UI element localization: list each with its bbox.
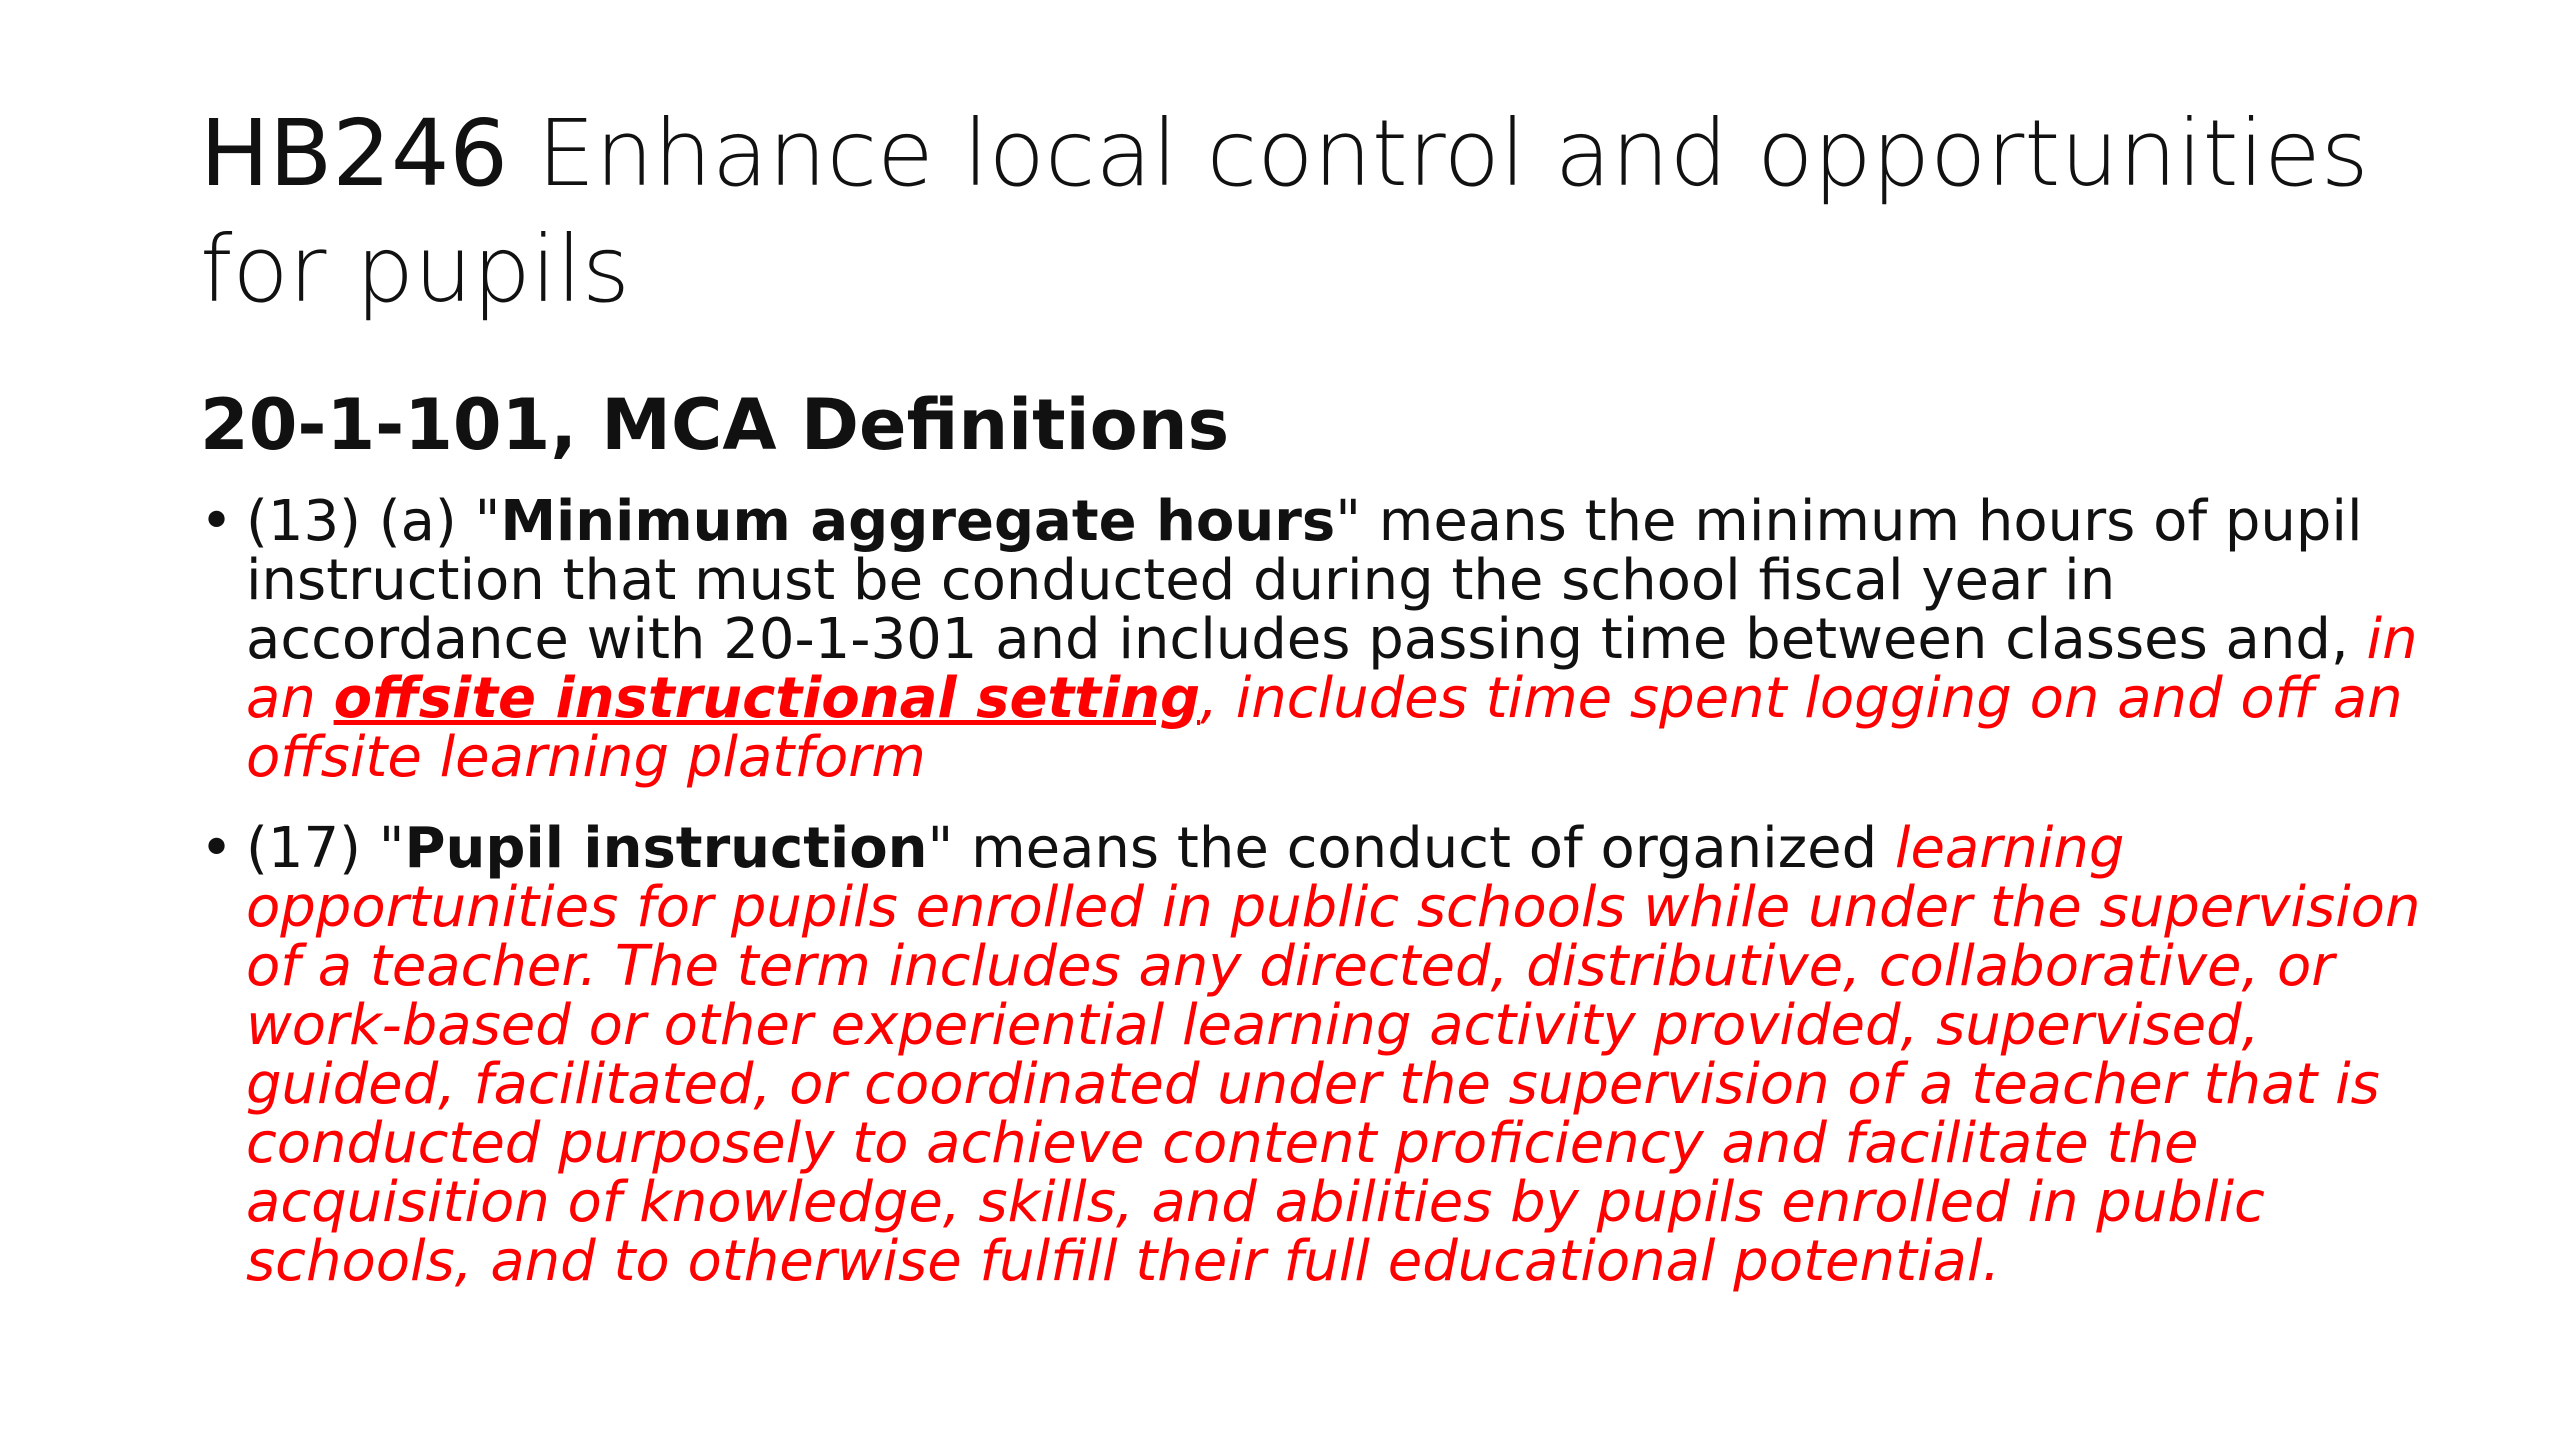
definition-term: Pupil instruction bbox=[404, 816, 928, 881]
definition-body: " means the conduct of organized bbox=[927, 816, 1895, 881]
slide-title bbox=[200, 96, 2460, 328]
added-text: learning opportunities for pupils enrolled in public schools while under the supervision of a teacher. The term includes any directed, distributive, collaborative, or work-based or other experiential learning activity provided, supervised, guided, facilitated, or coordinated under the supervision of a teacher that is conducted purposely to achieve content proficiency and facilitate the acquisition of knowledge, skills, and abilities by pupils enrolled in public schools, and to otherwise fulfill their full educational potential. bbox=[246, 816, 2421, 1294]
added-text: in an bbox=[246, 607, 2418, 731]
added-term: offsite instructional setting bbox=[333, 666, 1201, 731]
bill-number: HB246 bbox=[200, 100, 508, 207]
definition-body: " means the minimum hours of pupil instruction that must be conducted during the school fiscal year in accordance with 20-1-301 and includes passing time between classes and, bbox=[246, 489, 2367, 672]
definition-term: Minimum aggregate hours bbox=[500, 489, 1336, 554]
definition-list bbox=[200, 489, 2440, 1323]
definition-item-pupil-instruction bbox=[200, 816, 2440, 1294]
added-text: , includes time spent logging on and off an offsite learning platform bbox=[246, 666, 2403, 790]
definition-prefix: (17) " bbox=[246, 816, 405, 881]
bill-title: Enhance local control and opportunities for pupils bbox=[200, 100, 2369, 323]
bullet-icon: • bbox=[200, 816, 234, 881]
bullet-icon: • bbox=[200, 489, 234, 554]
definition-prefix: (13) (a) " bbox=[246, 489, 501, 554]
definition-item-minimum-aggregate-hours bbox=[200, 489, 2440, 790]
section-heading: 20-1-101, MCA Definitions bbox=[200, 384, 1230, 466]
